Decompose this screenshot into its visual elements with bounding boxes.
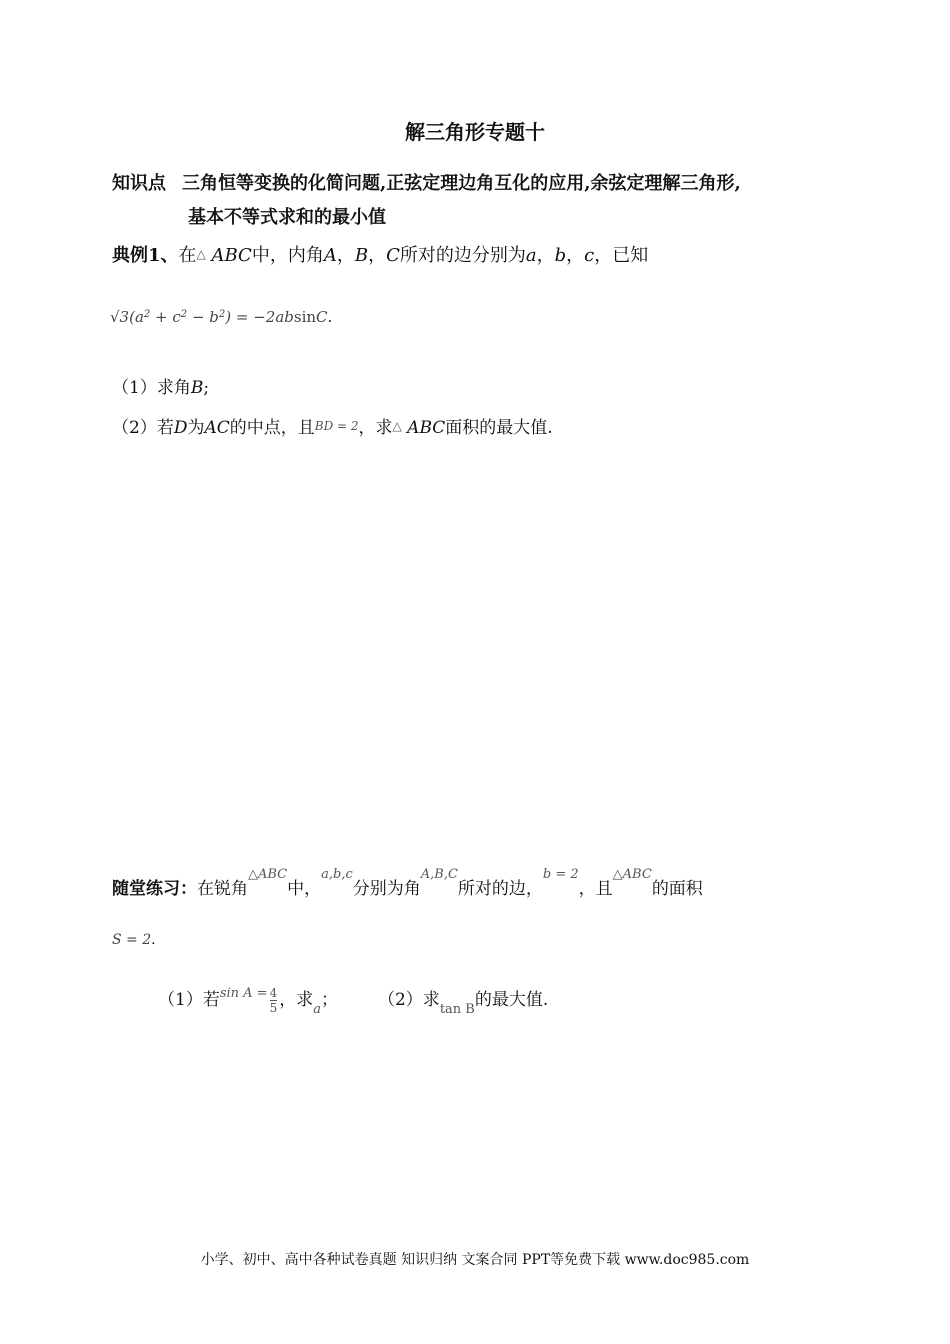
formula-part: (a: [129, 308, 144, 326]
exponent: 2: [143, 309, 151, 320]
var-B: B: [354, 245, 369, 266]
formula-end: .: [327, 308, 333, 326]
sep: ，: [566, 245, 585, 266]
p2-text: （2）求: [377, 990, 440, 1010]
practice-text: 所对的边，: [457, 879, 543, 899]
practice-label: 随堂练习：: [112, 879, 197, 899]
practice-text: 中，: [287, 879, 322, 899]
exponent: 2: [218, 309, 226, 320]
p2-text: 的最大值.: [474, 990, 549, 1010]
q2-text: ，求: [358, 418, 393, 438]
exponent: 2: [180, 309, 188, 320]
math-tanB: tan B: [439, 1002, 475, 1017]
formula-part: ) = −2ab: [225, 308, 294, 326]
triangle-symbol: △: [196, 247, 206, 261]
sep: ，: [336, 245, 355, 266]
page-title: 解三角形专题十: [405, 120, 545, 144]
practice-text: 分别为角: [352, 879, 421, 899]
footer-text: 小学、初中、高中各种试卷真题 知识归纳 文案合同 PPT等免费下载 www.doc985.com: [200, 1252, 750, 1268]
triangle-symbol: △: [392, 419, 402, 433]
example-text: 所对的边分别为: [399, 245, 526, 266]
bd-equation: BD = 2: [314, 419, 359, 433]
math-sides: a,b,c: [321, 867, 353, 882]
q1-text: （1）求角: [112, 378, 191, 398]
var-a: a: [525, 245, 537, 266]
p1-text: ；: [320, 990, 338, 1010]
q2-text: 的中点，且: [229, 418, 315, 438]
math-b-eq: b = 2: [542, 867, 579, 882]
p1-text: （1）若: [158, 990, 220, 1010]
practice-text: 在锐角: [197, 879, 248, 899]
math-a: a: [313, 1002, 321, 1017]
math-triangle: △ABC: [248, 867, 288, 882]
math-area: S = 2: [112, 932, 152, 948]
period: .: [151, 932, 156, 948]
triangle-name: ABC: [407, 418, 446, 438]
formula-sin: sin: [293, 308, 317, 326]
knowledge-label: 知识点: [112, 173, 166, 194]
practice-text: ，且: [578, 879, 613, 899]
knowledge-point-line1: [112, 169, 741, 195]
var-B: B: [190, 378, 204, 398]
example-text: 在: [178, 245, 197, 266]
question-2: [112, 413, 553, 438]
var-c: c: [584, 245, 595, 266]
numerator: 4: [269, 986, 278, 1000]
q2-text: （2）若: [112, 418, 174, 438]
p1-text: ，求: [279, 990, 314, 1010]
q2-text: 面积的最大值.: [445, 418, 553, 438]
knowledge-text-2: 基本不等式求和的最小值: [188, 207, 386, 228]
var-A: A: [323, 245, 337, 266]
example-1-statement: [112, 241, 648, 267]
sep: ，: [368, 245, 387, 266]
practice-statement: [112, 867, 703, 899]
question-1: [112, 373, 209, 398]
practice-text: 的面积: [651, 879, 703, 899]
formula-part: C: [316, 308, 328, 326]
q2-text: 为: [187, 418, 205, 438]
math-triangle: △ABC: [612, 867, 652, 882]
fraction-4-5: [270, 986, 278, 1015]
sqrt3: √3: [110, 308, 130, 326]
var-AC: AC: [204, 418, 230, 438]
example-label: 典例1、: [112, 245, 179, 266]
formula-part: + c: [150, 308, 181, 326]
example-text: 中，内角: [251, 245, 324, 266]
formula-part: − b: [187, 308, 219, 326]
var-D: D: [173, 418, 188, 438]
area-condition: [112, 932, 156, 948]
example-text: ，已知: [594, 245, 649, 266]
knowledge-text-1: 三角恒等变换的化简问题,正弦定理边角互化的应用,余弦定理解三角形,: [182, 173, 741, 194]
math-angles: A,B,C: [420, 867, 458, 882]
var-b: b: [554, 245, 567, 266]
sep: ，: [536, 245, 555, 266]
var-C: C: [386, 245, 400, 266]
given-formula: [110, 308, 332, 326]
q1-end: ;: [203, 378, 210, 398]
math-sinA: sin A =: [219, 986, 268, 1001]
denominator: 5: [269, 1001, 278, 1015]
triangle-name: ABC: [211, 245, 252, 266]
practice-questions: [158, 985, 548, 1015]
